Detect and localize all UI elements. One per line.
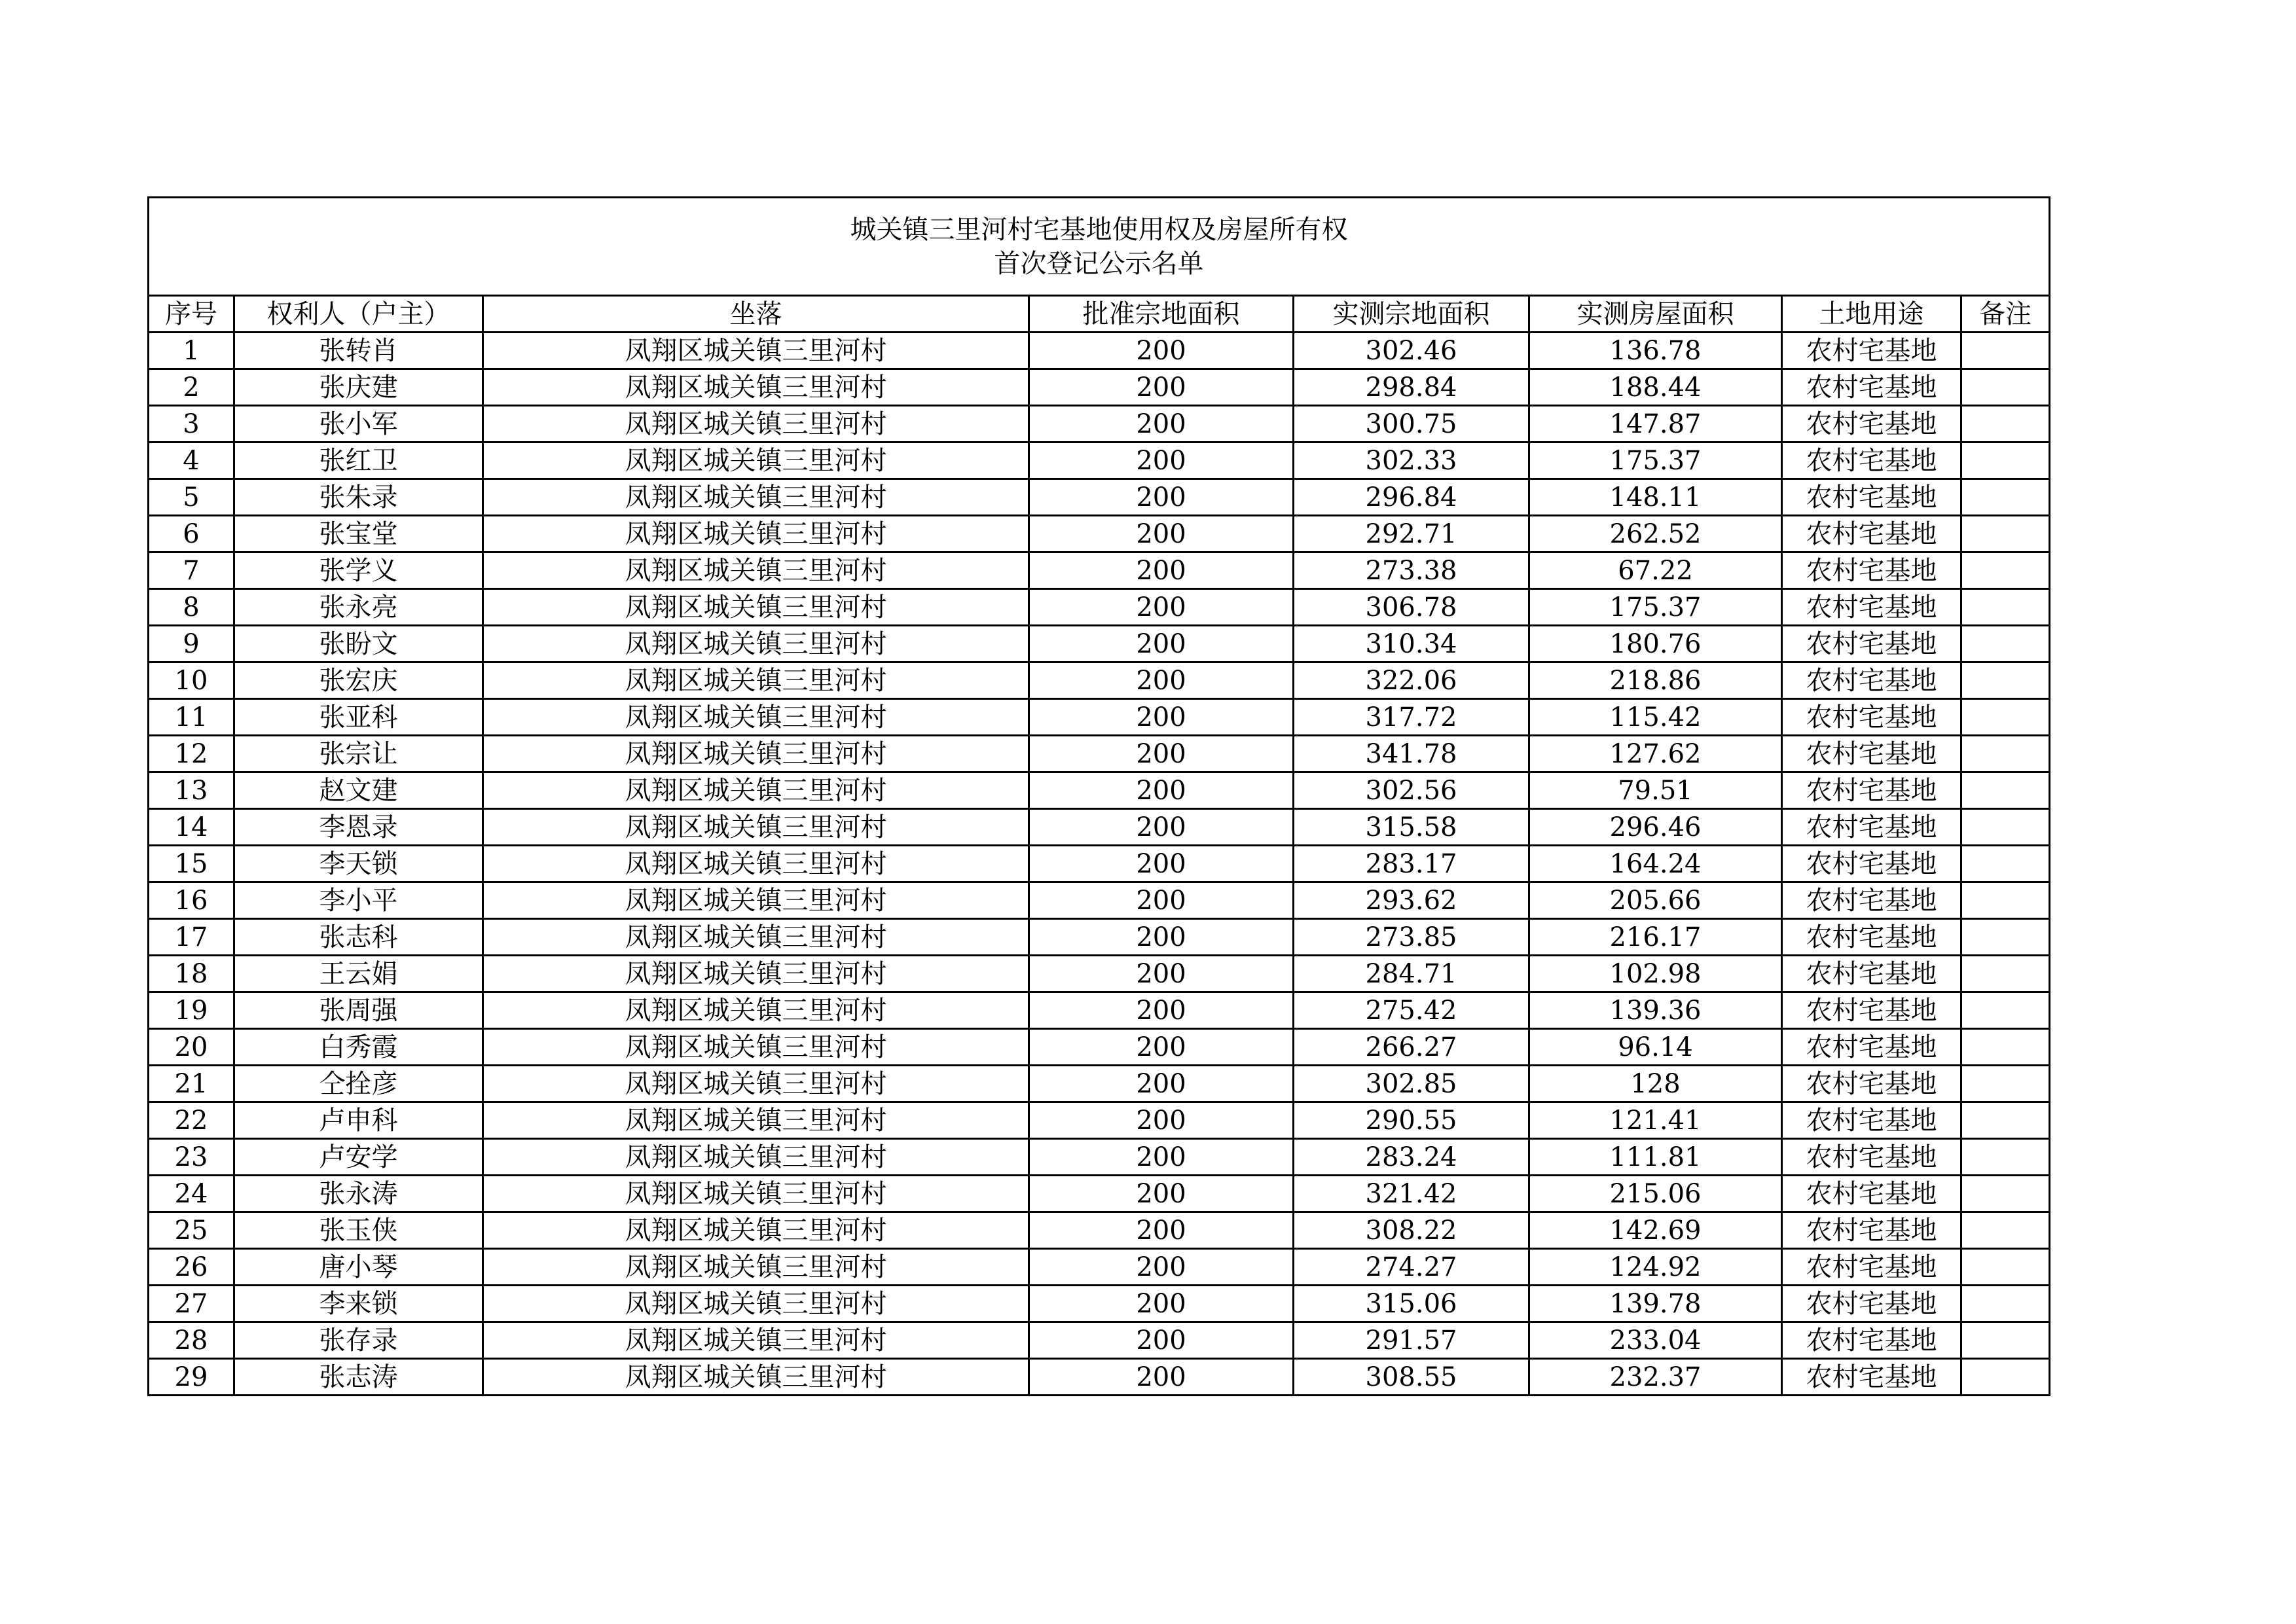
measured-land-area-cell: 321.42 [1294,1176,1529,1212]
measured-house-area-cell: 180.76 [1529,626,1782,662]
owner-name-cell: 张红卫 [234,442,483,479]
owner-name-cell: 张庆建 [234,369,483,406]
row-index-cell: 2 [149,369,234,406]
approved-area-cell: 200 [1029,1139,1294,1176]
owner-name-cell: 张宝堂 [234,516,483,552]
location-cell: 凤翔区城关镇三里河村 [483,406,1029,442]
row-index-cell: 23 [149,1139,234,1176]
land-use-cell: 农村宅基地 [1782,1322,1961,1359]
owner-name-cell: 张志科 [234,919,483,956]
table-body [149,333,2050,1396]
location-cell: 凤翔区城关镇三里河村 [483,1139,1029,1176]
location-cell: 凤翔区城关镇三里河村 [483,626,1029,662]
table-row [149,589,2050,626]
measured-house-area-cell: 79.51 [1529,772,1782,809]
approved-area-cell: 200 [1029,1359,1294,1396]
table-row [149,809,2050,846]
measured-land-area-cell: 302.85 [1294,1066,1529,1102]
measured-house-area-cell: 188.44 [1529,369,1782,406]
approved-area-cell: 200 [1029,589,1294,626]
remarks-cell [1961,626,2050,662]
measured-house-area-cell: 127.62 [1529,736,1782,772]
measured-land-area-cell: 283.24 [1294,1139,1529,1176]
land-use-cell: 农村宅基地 [1782,662,1961,699]
measured-house-area-cell: 205.66 [1529,882,1782,919]
land-use-cell: 农村宅基地 [1782,1176,1961,1212]
row-index-cell: 7 [149,552,234,589]
approved-area-cell: 200 [1029,626,1294,662]
measured-house-area-cell: 136.78 [1529,333,1782,369]
measured-land-area-cell: 290.55 [1294,1102,1529,1139]
measured-house-area-cell: 215.06 [1529,1176,1782,1212]
measured-land-area-cell: 283.17 [1294,846,1529,882]
land-use-cell: 农村宅基地 [1782,919,1961,956]
land-use-cell: 农村宅基地 [1782,552,1961,589]
measured-house-area-cell: 218.86 [1529,662,1782,699]
table-row [149,662,2050,699]
measured-land-area-cell: 341.78 [1294,736,1529,772]
approved-area-cell: 200 [1029,369,1294,406]
table-row [149,1139,2050,1176]
remarks-cell [1961,1322,2050,1359]
remarks-cell [1961,882,2050,919]
land-use-cell: 农村宅基地 [1782,772,1961,809]
owner-name-cell: 张存录 [234,1322,483,1359]
location-cell: 凤翔区城关镇三里河村 [483,809,1029,846]
location-cell: 凤翔区城关镇三里河村 [483,1249,1029,1286]
location-cell: 凤翔区城关镇三里河村 [483,1322,1029,1359]
land-use-cell: 农村宅基地 [1782,882,1961,919]
land-use-cell: 农村宅基地 [1782,1029,1961,1066]
table-row [149,406,2050,442]
owner-name-cell: 张朱录 [234,479,483,516]
remarks-cell [1961,1066,2050,1102]
measured-house-area-cell: 175.37 [1529,589,1782,626]
measured-house-area-cell: 262.52 [1529,516,1782,552]
row-index-cell: 15 [149,846,234,882]
title-line-1: 城关镇三里河村宅基地使用权及房屋所有权 [850,214,1348,245]
approved-area-cell: 200 [1029,1176,1294,1212]
table-row [149,626,2050,662]
remarks-cell [1961,516,2050,552]
table-row [149,333,2050,369]
row-index-cell: 9 [149,626,234,662]
row-index-cell: 12 [149,736,234,772]
header-remarks: 备注 [1961,296,2050,333]
land-use-cell: 农村宅基地 [1782,1249,1961,1286]
measured-house-area-cell: 232.37 [1529,1359,1782,1396]
location-cell: 凤翔区城关镇三里河村 [483,992,1029,1029]
table-row [149,1359,2050,1396]
table-row [149,846,2050,882]
table-row [149,1212,2050,1249]
owner-name-cell: 李恩录 [234,809,483,846]
land-use-cell: 农村宅基地 [1782,992,1961,1029]
row-index-cell: 28 [149,1322,234,1359]
measured-land-area-cell: 298.84 [1294,369,1529,406]
approved-area-cell: 200 [1029,736,1294,772]
land-use-cell: 农村宅基地 [1782,516,1961,552]
title-line-2: 首次登记公示名单 [994,248,1204,279]
header-land-use: 土地用途 [1782,296,1961,333]
owner-name-cell: 张永亮 [234,589,483,626]
land-use-cell: 农村宅基地 [1782,333,1961,369]
header-measured-land-area: 实测宗地面积 [1294,296,1529,333]
row-index-cell: 11 [149,699,234,736]
row-index-cell: 10 [149,662,234,699]
measured-house-area-cell: 121.41 [1529,1102,1782,1139]
measured-house-area-cell: 67.22 [1529,552,1782,589]
table-title [149,198,2050,296]
row-index-cell: 29 [149,1359,234,1396]
owner-name-cell: 卢申科 [234,1102,483,1139]
measured-land-area-cell: 306.78 [1294,589,1529,626]
table-row [149,1322,2050,1359]
remarks-cell [1961,442,2050,479]
approved-area-cell: 200 [1029,809,1294,846]
owner-name-cell: 张转肖 [234,333,483,369]
owner-name-cell: 赵文建 [234,772,483,809]
table-row [149,992,2050,1029]
row-index-cell: 16 [149,882,234,919]
location-cell: 凤翔区城关镇三里河村 [483,1029,1029,1066]
location-cell: 凤翔区城关镇三里河村 [483,1359,1029,1396]
measured-house-area-cell: 296.46 [1529,809,1782,846]
land-use-cell: 农村宅基地 [1782,589,1961,626]
approved-area-cell: 200 [1029,333,1294,369]
location-cell: 凤翔区城关镇三里河村 [483,479,1029,516]
measured-land-area-cell: 302.46 [1294,333,1529,369]
measured-house-area-cell: 233.04 [1529,1322,1782,1359]
table-row [149,956,2050,992]
measured-house-area-cell: 102.98 [1529,956,1782,992]
measured-land-area-cell: 322.06 [1294,662,1529,699]
remarks-cell [1961,919,2050,956]
remarks-cell [1961,552,2050,589]
remarks-cell [1961,1176,2050,1212]
table-row [149,736,2050,772]
measured-house-area-cell: 142.69 [1529,1212,1782,1249]
remarks-cell [1961,736,2050,772]
table-row [149,699,2050,736]
row-index-cell: 8 [149,589,234,626]
location-cell: 凤翔区城关镇三里河村 [483,333,1029,369]
measured-land-area-cell: 310.34 [1294,626,1529,662]
approved-area-cell: 200 [1029,662,1294,699]
header-location: 坐落 [483,296,1029,333]
location-cell: 凤翔区城关镇三里河村 [483,516,1029,552]
measured-land-area-cell: 300.75 [1294,406,1529,442]
row-index-cell: 22 [149,1102,234,1139]
measured-land-area-cell: 315.06 [1294,1286,1529,1322]
measured-house-area-cell: 216.17 [1529,919,1782,956]
land-use-cell: 农村宅基地 [1782,1286,1961,1322]
land-use-cell: 农村宅基地 [1782,442,1961,479]
remarks-cell [1961,772,2050,809]
measured-land-area-cell: 273.38 [1294,552,1529,589]
approved-area-cell: 200 [1029,882,1294,919]
location-cell: 凤翔区城关镇三里河村 [483,1286,1029,1322]
land-use-cell: 农村宅基地 [1782,809,1961,846]
header-index: 序号 [149,296,234,333]
row-index-cell: 6 [149,516,234,552]
header-row [149,296,2050,333]
row-index-cell: 1 [149,333,234,369]
remarks-cell [1961,369,2050,406]
location-cell: 凤翔区城关镇三里河村 [483,662,1029,699]
measured-house-area-cell: 128 [1529,1066,1782,1102]
measured-land-area-cell: 315.58 [1294,809,1529,846]
measured-house-area-cell: 148.11 [1529,479,1782,516]
table-row [149,1249,2050,1286]
remarks-cell [1961,809,2050,846]
remarks-cell [1961,956,2050,992]
approved-area-cell: 200 [1029,552,1294,589]
measured-land-area-cell: 284.71 [1294,956,1529,992]
owner-name-cell: 张学义 [234,552,483,589]
remarks-cell [1961,1286,2050,1322]
approved-area-cell: 200 [1029,1322,1294,1359]
location-cell: 凤翔区城关镇三里河村 [483,882,1029,919]
approved-area-cell: 200 [1029,516,1294,552]
measured-house-area-cell: 175.37 [1529,442,1782,479]
table-row [149,552,2050,589]
location-cell: 凤翔区城关镇三里河村 [483,1066,1029,1102]
owner-name-cell: 张亚科 [234,699,483,736]
owner-name-cell: 张永涛 [234,1176,483,1212]
location-cell: 凤翔区城关镇三里河村 [483,442,1029,479]
table-row [149,516,2050,552]
measured-land-area-cell: 308.22 [1294,1212,1529,1249]
location-cell: 凤翔区城关镇三里河村 [483,956,1029,992]
table-row [149,772,2050,809]
table-row [149,919,2050,956]
owner-name-cell: 白秀霞 [234,1029,483,1066]
measured-house-area-cell: 139.78 [1529,1286,1782,1322]
location-cell: 凤翔区城关镇三里河村 [483,772,1029,809]
row-index-cell: 3 [149,406,234,442]
land-use-cell: 农村宅基地 [1782,1212,1961,1249]
location-cell: 凤翔区城关镇三里河村 [483,846,1029,882]
approved-area-cell: 200 [1029,1249,1294,1286]
owner-name-cell: 张周强 [234,992,483,1029]
header-approved-area: 批准宗地面积 [1029,296,1294,333]
land-use-cell: 农村宅基地 [1782,1102,1961,1139]
land-use-cell: 农村宅基地 [1782,626,1961,662]
owner-name-cell: 李小平 [234,882,483,919]
approved-area-cell: 200 [1029,1286,1294,1322]
measured-land-area-cell: 293.62 [1294,882,1529,919]
remarks-cell [1961,1029,2050,1066]
measured-house-area-cell: 96.14 [1529,1029,1782,1066]
location-cell: 凤翔区城关镇三里河村 [483,1212,1029,1249]
land-use-cell: 农村宅基地 [1782,956,1961,992]
measured-house-area-cell: 164.24 [1529,846,1782,882]
table-row [149,442,2050,479]
approved-area-cell: 200 [1029,956,1294,992]
owner-name-cell: 王云娟 [234,956,483,992]
remarks-cell [1961,1359,2050,1396]
location-cell: 凤翔区城关镇三里河村 [483,919,1029,956]
measured-land-area-cell: 273.85 [1294,919,1529,956]
remarks-cell [1961,992,2050,1029]
table-row [149,1066,2050,1102]
land-use-cell: 农村宅基地 [1782,406,1961,442]
remarks-cell [1961,1249,2050,1286]
approved-area-cell: 200 [1029,919,1294,956]
row-index-cell: 4 [149,442,234,479]
owner-name-cell: 张小军 [234,406,483,442]
approved-area-cell: 200 [1029,1212,1294,1249]
location-cell: 凤翔区城关镇三里河村 [483,1176,1029,1212]
header-measured-house-area: 实测房屋面积 [1529,296,1782,333]
table-row [149,882,2050,919]
owner-name-cell: 卢安学 [234,1139,483,1176]
table-row [149,479,2050,516]
measured-land-area-cell: 292.71 [1294,516,1529,552]
owner-name-cell: 李天锁 [234,846,483,882]
row-index-cell: 19 [149,992,234,1029]
owner-name-cell: 张玉侠 [234,1212,483,1249]
owner-name-cell: 张盼文 [234,626,483,662]
registration-table [147,196,2050,1396]
row-index-cell: 18 [149,956,234,992]
location-cell: 凤翔区城关镇三里河村 [483,589,1029,626]
measured-land-area-cell: 266.27 [1294,1029,1529,1066]
land-use-cell: 农村宅基地 [1782,699,1961,736]
owner-name-cell: 仝拴彦 [234,1066,483,1102]
measured-land-area-cell: 296.84 [1294,479,1529,516]
row-index-cell: 26 [149,1249,234,1286]
measured-land-area-cell: 291.57 [1294,1322,1529,1359]
owner-name-cell: 张志涛 [234,1359,483,1396]
table-row [149,1102,2050,1139]
approved-area-cell: 200 [1029,1102,1294,1139]
measured-land-area-cell: 302.56 [1294,772,1529,809]
land-use-cell: 农村宅基地 [1782,479,1961,516]
remarks-cell [1961,662,2050,699]
table-row [149,369,2050,406]
measured-land-area-cell: 302.33 [1294,442,1529,479]
approved-area-cell: 200 [1029,406,1294,442]
measured-house-area-cell: 111.81 [1529,1139,1782,1176]
owner-name-cell: 张宗让 [234,736,483,772]
row-index-cell: 27 [149,1286,234,1322]
owner-name-cell: 李来锁 [234,1286,483,1322]
remarks-cell [1961,589,2050,626]
remarks-cell [1961,406,2050,442]
row-index-cell: 25 [149,1212,234,1249]
land-use-cell: 农村宅基地 [1782,1066,1961,1102]
header-owner: 权利人（户主） [234,296,483,333]
measured-house-area-cell: 139.36 [1529,992,1782,1029]
title-row [149,198,2050,296]
approved-area-cell: 200 [1029,846,1294,882]
row-index-cell: 21 [149,1066,234,1102]
remarks-cell [1961,846,2050,882]
row-index-cell: 13 [149,772,234,809]
approved-area-cell: 200 [1029,1029,1294,1066]
table-row [149,1286,2050,1322]
owner-name-cell: 唐小琴 [234,1249,483,1286]
measured-land-area-cell: 308.55 [1294,1359,1529,1396]
land-use-cell: 农村宅基地 [1782,369,1961,406]
table-row [149,1029,2050,1066]
measured-house-area-cell: 115.42 [1529,699,1782,736]
land-use-cell: 农村宅基地 [1782,1359,1961,1396]
approved-area-cell: 200 [1029,992,1294,1029]
remarks-cell [1961,699,2050,736]
measured-land-area-cell: 274.27 [1294,1249,1529,1286]
approved-area-cell: 200 [1029,442,1294,479]
owner-name-cell: 张宏庆 [234,662,483,699]
approved-area-cell: 200 [1029,479,1294,516]
location-cell: 凤翔区城关镇三里河村 [483,699,1029,736]
row-index-cell: 20 [149,1029,234,1066]
remarks-cell [1961,479,2050,516]
measured-land-area-cell: 275.42 [1294,992,1529,1029]
row-index-cell: 14 [149,809,234,846]
remarks-cell [1961,333,2050,369]
location-cell: 凤翔区城关镇三里河村 [483,1102,1029,1139]
remarks-cell [1961,1139,2050,1176]
approved-area-cell: 200 [1029,1066,1294,1102]
remarks-cell [1961,1212,2050,1249]
location-cell: 凤翔区城关镇三里河村 [483,552,1029,589]
table-row [149,1176,2050,1212]
measured-house-area-cell: 147.87 [1529,406,1782,442]
remarks-cell [1961,1102,2050,1139]
measured-land-area-cell: 317.72 [1294,699,1529,736]
location-cell: 凤翔区城关镇三里河村 [483,369,1029,406]
land-use-cell: 农村宅基地 [1782,736,1961,772]
measured-house-area-cell: 124.92 [1529,1249,1782,1286]
location-cell: 凤翔区城关镇三里河村 [483,736,1029,772]
approved-area-cell: 200 [1029,772,1294,809]
land-use-cell: 农村宅基地 [1782,1139,1961,1176]
row-index-cell: 24 [149,1176,234,1212]
row-index-cell: 5 [149,479,234,516]
approved-area-cell: 200 [1029,699,1294,736]
land-use-cell: 农村宅基地 [1782,846,1961,882]
row-index-cell: 17 [149,919,234,956]
